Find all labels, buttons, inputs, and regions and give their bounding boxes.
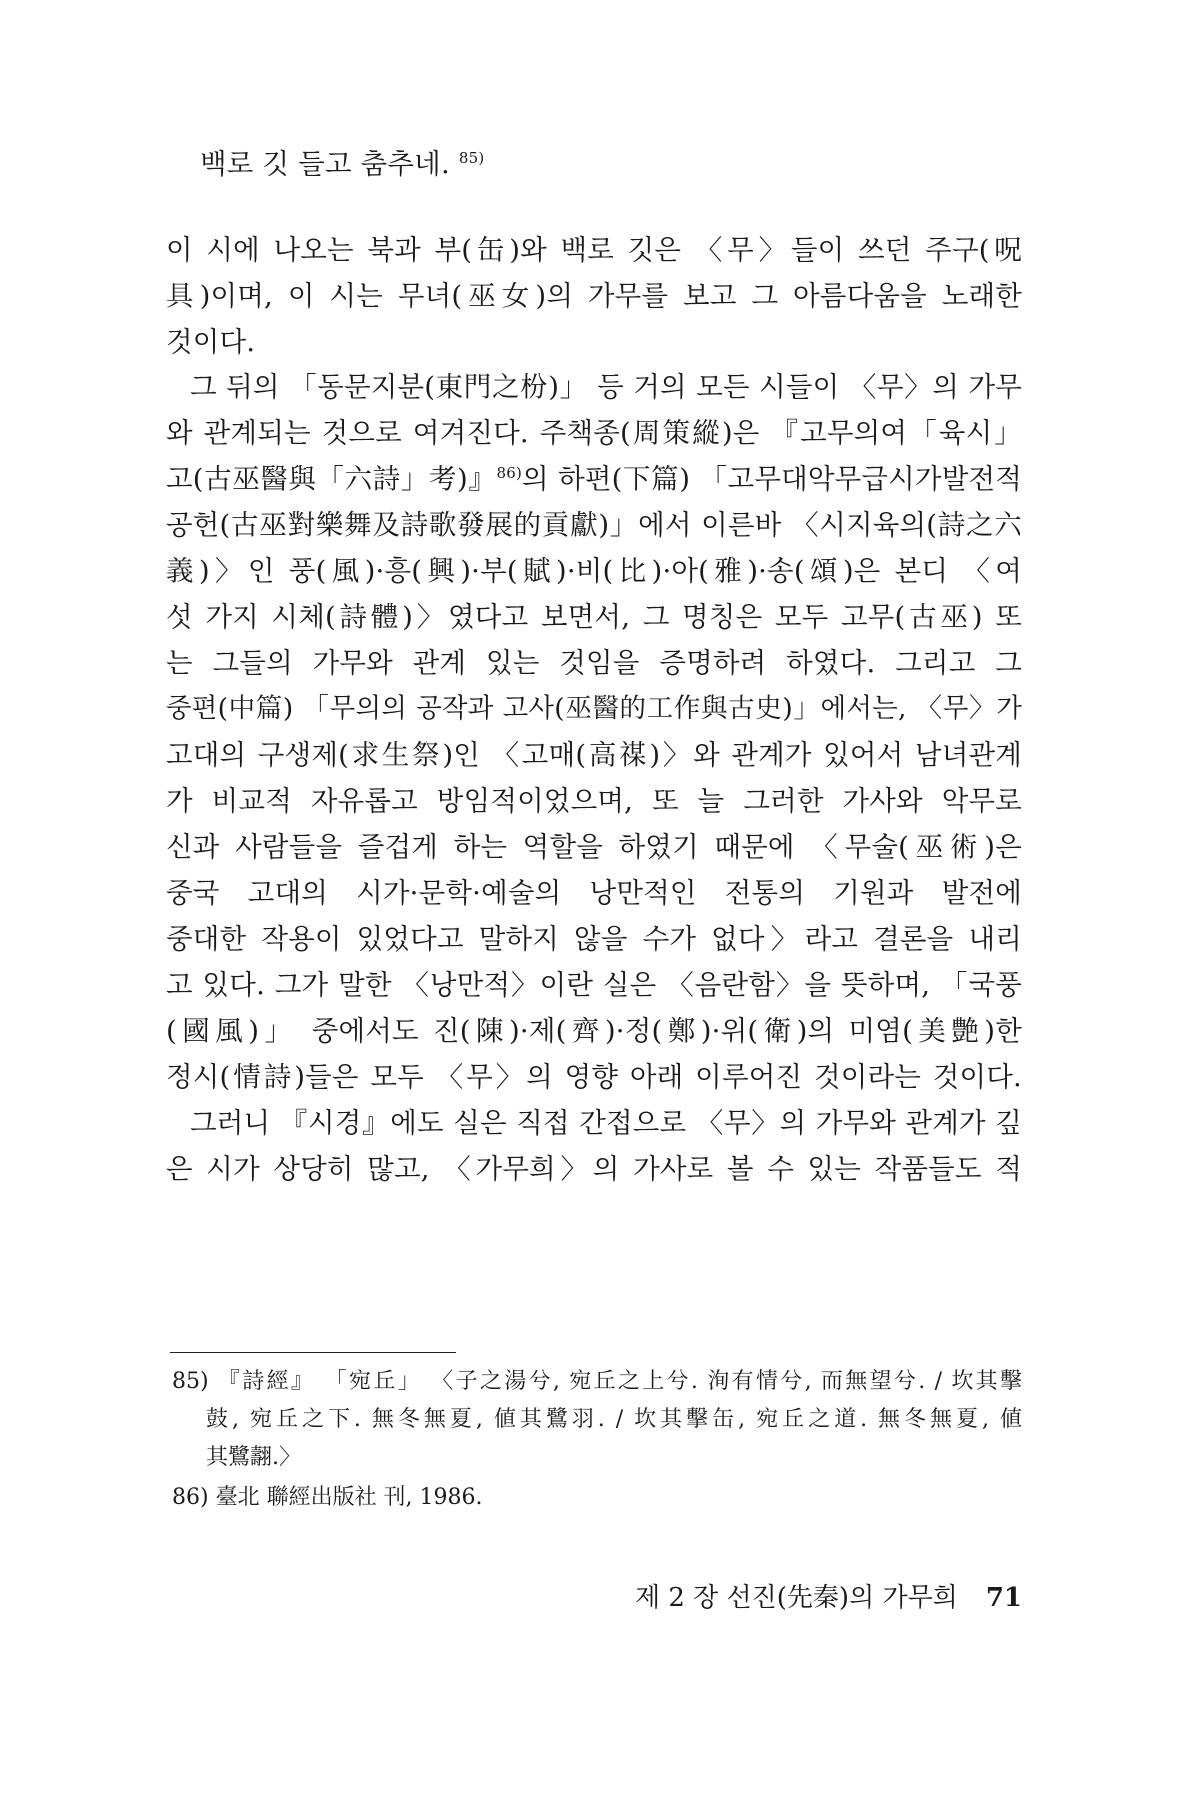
body-line: 섯 가지 시체(詩體)〉였다고 보면서, 그 명칭은 모두 고무(古巫) 또 — [166, 601, 1022, 633]
body-line: (國風)」 중에서도 진(陳)·제(齊)·정(鄭)·위(衛)의 미염(美艶)한 — [166, 1015, 1022, 1047]
body-line: 은 시가 상당히 많고, 〈가무희〉의 가사로 볼 수 있는 작품들도 적 — [166, 1153, 1022, 1185]
body-line: 는 그들의 가무와 관계 있는 것임을 증명하려 하였다. 그리고 그 — [166, 647, 1022, 679]
quote-text: 백로 깃 들고 춤추네. — [200, 148, 450, 180]
body-line-with-note — [166, 459, 1022, 499]
footnote-85-line: 其鷺翿.〉 — [206, 1445, 301, 1470]
body-line: 그러니 『시경』에도 실은 직접 간접으로 〈무〉의 가무와 관계가 깊 — [190, 1107, 1022, 1139]
footnote-ref-85: 85) — [458, 149, 485, 167]
running-footer — [570, 1576, 1022, 1620]
page-number: 71 — [985, 1583, 1022, 1613]
footnote-85-line: 85) 『詩經』 「宛丘」 〈子之湯兮, 宛丘之上兮. 洵有情兮, 而無望兮. / 坎其擊 — [172, 1369, 1022, 1394]
body-line: 중국 고대의 시가·문학·예술의 낭만적인 전통의 기원과 발전에 — [166, 877, 1022, 909]
quote-line — [200, 144, 800, 184]
body-line: 신과 사람들을 즐겁게 하는 역할을 하였기 때문에 〈무술(巫術)은 — [166, 831, 1022, 863]
body-line: 고대의 구생제(求生祭)인 〈고매(高禖)〉와 관계가 있어서 남녀관계 — [166, 739, 1022, 771]
body-line: 정시(情詩)들은 모두 〈무〉의 영향 아래 이루어진 것이라는 것이다. — [166, 1061, 1022, 1093]
body-line: 와 관계되는 것으로 여겨진다. 주책종(周策縱)은 『고무의여「육시」 — [166, 417, 1022, 449]
body-line: 중대한 작용이 있었다고 말하지 않을 수가 없다〉라고 결론을 내리 — [166, 923, 1022, 955]
body-line: 義)〉인 풍(風)·흥(興)·부(賦)·비(比)·아(雅)·송(頌)은 본디 〈여 — [166, 555, 1022, 587]
body-line: 이 시에 나오는 북과 부(缶)와 백로 깃은 〈무〉들이 쓰던 주구(呪 — [166, 234, 1022, 266]
body-line: 고 있다. 그가 말한 〈낭만적〉이란 실은 〈음란함〉을 뜻하며, 「국풍 — [166, 969, 1022, 1001]
body-line: 것이다. — [166, 326, 256, 358]
body-line: 공헌(古巫對樂舞及詩歌發展的貢獻)」에서 이른바 〈시지육의(詩之六 — [166, 509, 1022, 541]
footnote-divider — [170, 1352, 456, 1353]
footnote-ref-86: 86) — [496, 464, 523, 482]
body-text: 고(古巫醫與「六詩」考)』 — [166, 463, 497, 495]
body-line: 중편(中篇) 「무의의 공작과 고사(巫醫的工作與古史)」에서는, 〈무〉가 — [166, 693, 1022, 724]
footnote-85-line: 鼓, 宛丘之下. 無冬無夏, 値其鷺羽. / 坎其擊缶, 宛丘之道. 無冬無夏, 値 — [206, 1407, 1022, 1432]
chapter-title: 제 2 장 선진(先秦)의 가무희 — [634, 1583, 958, 1613]
body-line: 具)이며, 이 시는 무녀(巫女)의 가무를 보고 그 아름다움을 노래한 — [166, 280, 1022, 312]
footnote-86: 86) 臺北 聯經出版社 刊, 1986. — [172, 1485, 483, 1510]
body-text: 의 하편(下篇) 「고무대악무급시가발전적 — [522, 463, 1022, 495]
body-line: 그 뒤의 「동문지분(東門之枌)」 등 거의 모든 시들이 〈무〉의 가무 — [190, 371, 1022, 403]
body-line: 가 비교적 자유롭고 방임적이었으며, 또 늘 그러한 가사와 악무로 — [166, 785, 1022, 817]
